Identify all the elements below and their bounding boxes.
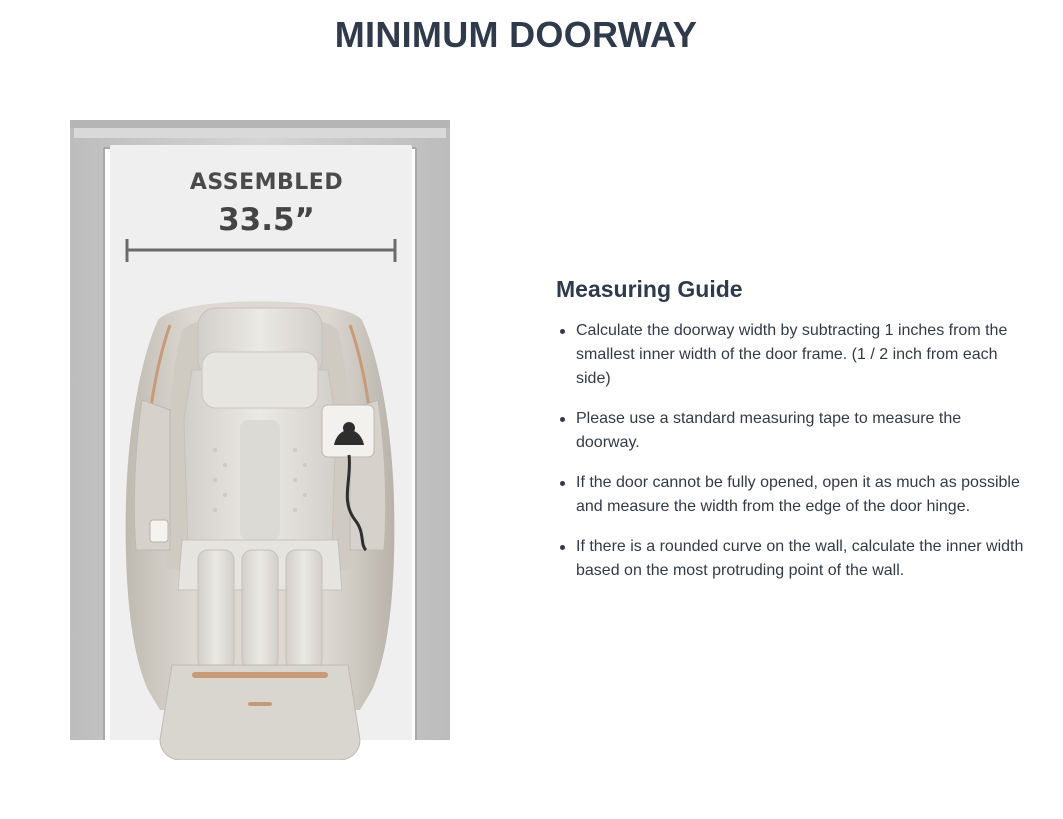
list-item-text: If the door cannot be fully opened, open it as much as possible and measure the width from the edge of the door hinge. bbox=[576, 474, 1020, 515]
bullet-icon bbox=[560, 481, 565, 486]
page-title: MINIMUM DOORWAY bbox=[334, 14, 698, 55]
list-item bbox=[556, 407, 1026, 455]
guide-title: Measuring Guide bbox=[556, 276, 743, 302]
doorway-illustration bbox=[70, 120, 450, 760]
list-item-text: Calculate the doorway width by subtracting 1 inches from the smallest inner width of the door frame. (1 / 2 inch from each side) bbox=[576, 322, 1008, 387]
list-item bbox=[556, 535, 1026, 583]
bullet-icon bbox=[560, 417, 565, 422]
assembled-width-value: 33.5” bbox=[218, 202, 315, 238]
list-item bbox=[556, 319, 1026, 391]
measuring-guide bbox=[556, 276, 1026, 599]
list-item-text: If there is a rounded curve on the wall, calculate the inner width based on the most protruding point of the wall. bbox=[576, 538, 1024, 579]
bullet-icon bbox=[560, 545, 565, 550]
list-item-text: Please use a standard measuring tape to measure the doorway. bbox=[576, 410, 962, 451]
massage-chair-image bbox=[70, 120, 450, 760]
guide-list bbox=[556, 319, 1026, 583]
bullet-icon bbox=[560, 329, 565, 334]
assembled-label: ASSEMBLED bbox=[189, 170, 344, 195]
list-item bbox=[556, 471, 1026, 519]
